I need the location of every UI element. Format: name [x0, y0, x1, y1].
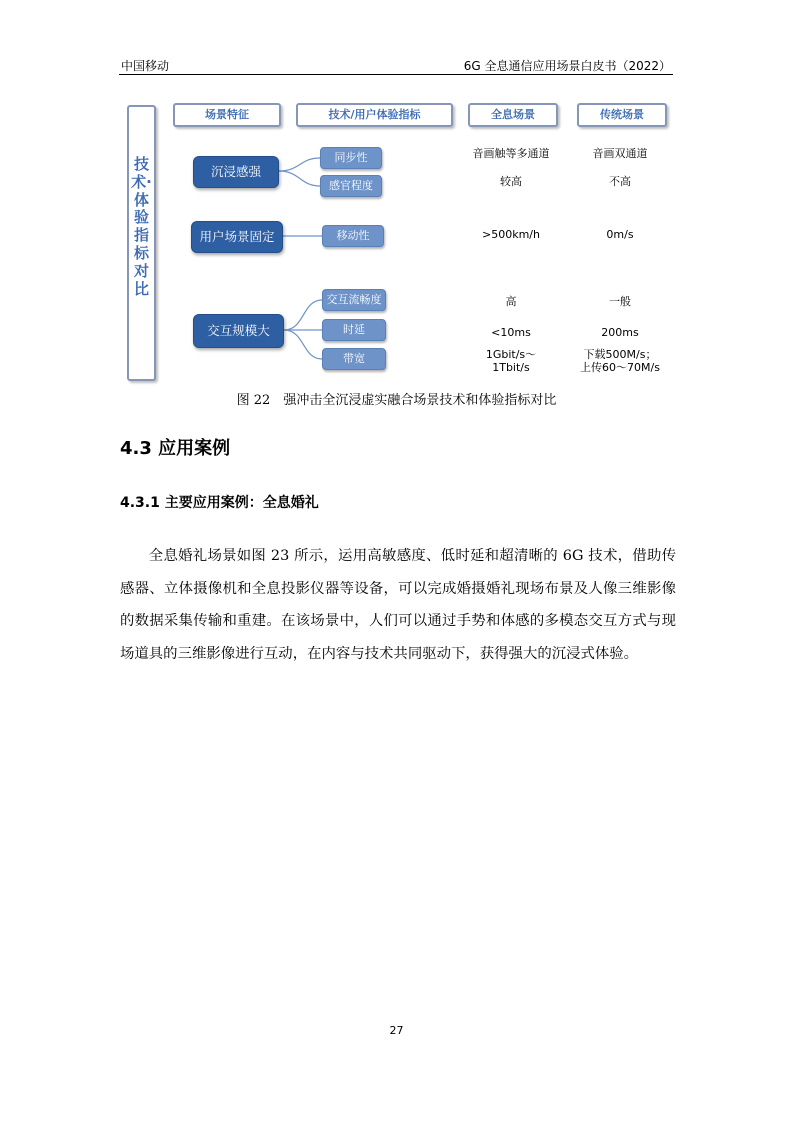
section-heading: 4.3 应用案例: [120, 438, 231, 459]
connector-line: [284, 300, 322, 330]
page-number: 27: [389, 1024, 404, 1037]
connector-line: [279, 158, 320, 171]
holo-sync-value: 音画触等多通道: [472, 147, 550, 160]
holo-sensory-value: 较高: [500, 175, 522, 188]
trad-smoothness-value: 一般: [609, 295, 631, 308]
side-label: 技术·体验指标对比: [131, 155, 152, 298]
metric-mobility: 移动性: [322, 225, 384, 247]
column-header-traditional: 传统场景: [577, 103, 667, 127]
connector-line: [279, 171, 320, 186]
figure-caption: 图 22 强冲击全沉浸虚实融合场景技术和体验指标对比: [236, 393, 557, 408]
body-paragraph: 全息婚礼场景如图 23 所示，运用高敏感度、低时延和超清晰的 6G 技术，借助传感器、立体摄像机和全息投影仪器等设备，可以完成婚摄婚礼现场布景及人像三维影像的数据采集传输和重建。在该场景中，人们可以通过手势和体感的多模态交互方式与现场道具的三维影像进行互动，在内容与技术共同驱动下，获得强大的沉浸式体验。: [120, 548, 676, 662]
metric-smoothness: 交互流畅度: [322, 289, 386, 311]
holo-bandwidth-value: 1Gbit/s～ 1Tbit/s: [485, 348, 537, 374]
header-right: 6G 全息通信应用场景白皮书（2022）: [463, 59, 671, 73]
metric-bandwidth: 带宽: [322, 348, 386, 370]
holo-latency-value: <10ms: [491, 326, 531, 339]
column-header-holographic: 全息场景: [468, 103, 558, 127]
group-box-fixed-scene: 用户场景固定: [191, 221, 283, 253]
trad-mobility-value: 0m/s: [606, 228, 634, 241]
column-header-tech-metric: 技术/用户体验指标: [296, 103, 453, 127]
header-left: 中国移动: [121, 59, 170, 73]
metric-sensory: 感官程度: [320, 175, 382, 197]
trad-sensory-value: 不高: [609, 175, 631, 188]
group-box-large-interaction: 交互规模大: [193, 314, 284, 348]
subsection-heading: 4.3.1 主要应用案例：全息婚礼: [120, 495, 319, 511]
holo-smoothness-value: 高: [505, 295, 517, 308]
metric-sync: 同步性: [320, 147, 382, 169]
trad-bandwidth-value: 下载500M/s； 上传60～70M/s: [580, 348, 660, 374]
column-header-scene-feature: 场景特征: [173, 103, 281, 127]
trad-latency-value: 200ms: [601, 326, 639, 339]
group-box-immersive: 沉浸感强: [193, 156, 279, 188]
metric-latency: 时延: [322, 319, 386, 341]
connector-lines: [0, 0, 793, 400]
connector-line: [284, 330, 322, 359]
holo-mobility-value: >500km/h: [482, 228, 540, 241]
trad-sync-value: 音画双通道: [592, 147, 648, 160]
